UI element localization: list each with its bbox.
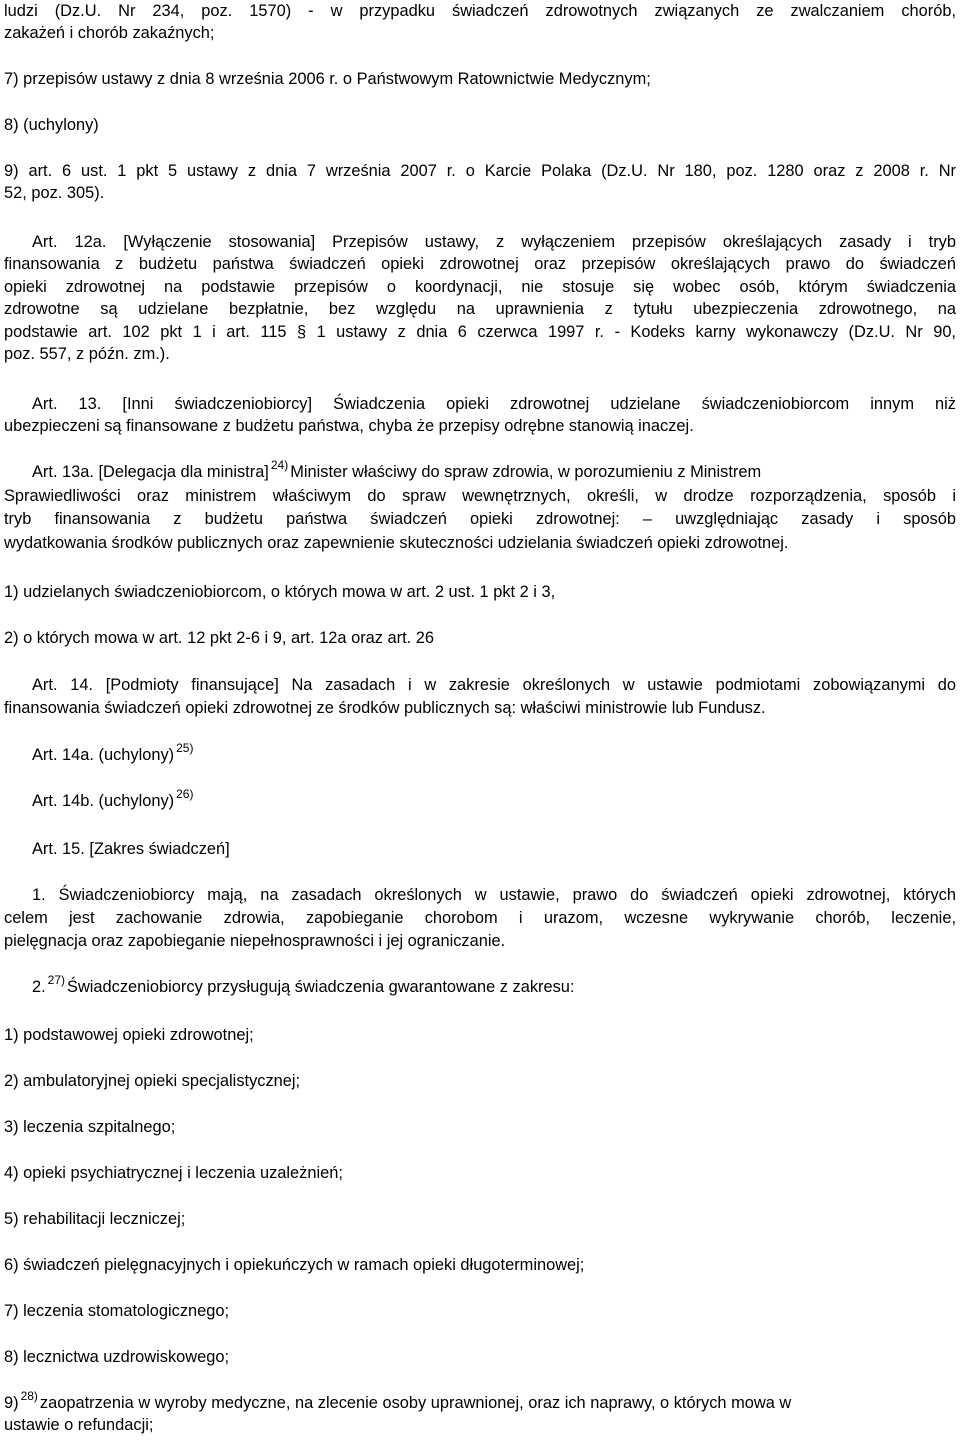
article-heading-12a: Art. 12a. [Wyłączenie stosowania] Przepisów ustawy, z wyłączeniem przepisów określających zasady i tryb — [32, 233, 956, 251]
article-title: Art. 14b. (uchylony) — [32, 792, 175, 810]
paragraph-text: Świadczeniobiorcy przysługują świadczenia gwarantowane z zakresu: — [67, 978, 575, 996]
article-text: Minister właściwy do spraw zdrowia, w porozumieniu z Ministrem — [290, 463, 762, 481]
article-title: Art. 13a. [Delegacja dla ministra] — [32, 463, 269, 481]
text-line: tryb finansowania z budżetu państwa świadczeń opieki zdrowotnej: – uwzględniając zasady i sposób — [4, 510, 956, 528]
list-item: 1) udzielanych świadczeniobiorcom, o których mowa w art. 2 ust. 1 pkt 2 i 3, — [4, 583, 556, 601]
text-line: ustawie o refundacji; — [4, 1416, 154, 1434]
list-item: 1) podstawowej opieki zdrowotnej; — [4, 1026, 254, 1044]
list-item: 2) o których mowa w art. 12 pkt 2-6 i 9, art. 12a oraz art. 26 — [4, 629, 434, 647]
list-item: 3) leczenia szpitalnego; — [4, 1118, 176, 1136]
text-line: ubezpieczeni są finansowane z budżetu państwa, chyba że przepisy odrębne stanowią inaczej. — [4, 417, 694, 435]
list-item: 7) leczenia stomatologicznego; — [4, 1302, 230, 1320]
text-line: opieki zdrowotnej na podstawie przepisów o koordynacji, nie stosuje się wobec osób, którym świadczenia — [4, 278, 956, 296]
text-line: zdrowotne są udzielane bezpłatnie, bez względu na uprawnienia z tytułu ubezpieczenia zdrowotnego, na — [4, 300, 956, 318]
list-item: 8) lecznictwa uzdrowiskowego; — [4, 1348, 230, 1366]
paragraph-number: 2. — [32, 978, 46, 996]
article-heading-13: Art. 13. [Inni świadczeniobiorcy] Świadczenia opieki zdrowotnej udzielane świadczeniobiorcom innym niż — [32, 395, 956, 413]
footnote-marker: 28) — [20, 1389, 38, 1403]
article-heading-14: Art. 14. [Podmioty finansujące] Na zasadach i w zakresie określonych w ustawie podmiotami zobowiązanymi do — [32, 676, 956, 694]
article-title: Art. 14a. (uchylony) — [32, 746, 175, 764]
article-heading-14b — [32, 787, 956, 813]
text-line: 52, poz. 305). — [4, 184, 105, 202]
text-line: wydatkowania środków publicznych oraz zapewnienie skuteczności udzielania świadczeń opieki zdrowotnej. — [4, 534, 789, 552]
list-item: 5) rehabilitacji leczniczej; — [4, 1210, 186, 1228]
text-line: Sprawiedliwości oraz ministrem właściwym do spraw wewnętrznych, określi, w drodze rozporządzenia, sposób i — [4, 487, 956, 505]
list-item: 8) (uchylony) — [4, 116, 99, 134]
text-line: podstawie art. 102 pkt 1 i art. 115 § 1 ustawy z dnia 6 czerwca 1997 r. - Kodeks karny wykonawczy (Dz.U. Nr 90, — [4, 323, 956, 341]
text-line: finansowania z budżetu państwa świadczeń opieki zdrowotnej oraz przepisów określających prawo do świadczeń — [4, 255, 956, 273]
text-line: ludzi (Dz.U. Nr 234, poz. 1570) - w przypadku świadczeń zdrowotnych związanych ze zwalczaniem chorób, — [4, 2, 956, 20]
article-heading-13a — [32, 458, 956, 484]
list-item: 6) świadczeń pielęgnacyjnych i opiekuńczych w ramach opieki długoterminowej; — [4, 1256, 585, 1274]
paragraph-1: 1. Świadczeniobiorcy mają, na zasadach określonych w ustawie, prawo do świadczeń opieki zdrowotnej, których — [32, 886, 956, 904]
footnote-marker: 26) — [176, 787, 194, 801]
text-line: pielęgnacja oraz zapobieganie niepełnosprawności i jej ograniczanie. — [4, 932, 506, 950]
list-item: 7) przepisów ustawy z dnia 8 września 2006 r. o Państwowym Ratownictwie Medycznym; — [4, 70, 651, 88]
list-item: 4) opieki psychiatrycznej i leczenia uzależnień; — [4, 1164, 343, 1182]
text-line: zakażeń i chorób zakaźnych; — [4, 24, 215, 42]
paragraph-2 — [32, 973, 956, 999]
list-item: 9) art. 6 ust. 1 pkt 5 ustawy z dnia 7 września 2007 r. o Karcie Polaka (Dz.U. Nr 180, poz. 1280 oraz z 2008 r. Nr — [4, 162, 956, 180]
text-line: finansowania świadczeń opieki zdrowotnej ze środków publicznych są: właściwi ministrowie lub Fundusz. — [4, 699, 766, 717]
list-number: 9) — [4, 1394, 19, 1412]
list-text: zaopatrzenia w wyroby medyczne, na zlecenie osoby uprawnionej, oraz ich naprawy, o których mowa w — [39, 1394, 792, 1412]
list-item — [4, 1389, 956, 1415]
list-item: 2) ambulatoryjnej opieki specjalistycznej; — [4, 1072, 301, 1090]
footnote-marker: 25) — [176, 741, 194, 755]
footnote-marker: 24) — [270, 458, 289, 472]
footnote-marker: 27) — [47, 973, 66, 987]
article-heading-14a — [32, 741, 956, 767]
text-line: poz. 557, z późn. zm.). — [4, 345, 170, 363]
article-heading-15: Art. 15. [Zakres świadczeń] — [32, 840, 230, 858]
text-line: celem jest zachowanie zdrowia, zapobieganie chorobom i urazom, wczesne wykrywanie chorób, leczenie, — [4, 909, 956, 927]
